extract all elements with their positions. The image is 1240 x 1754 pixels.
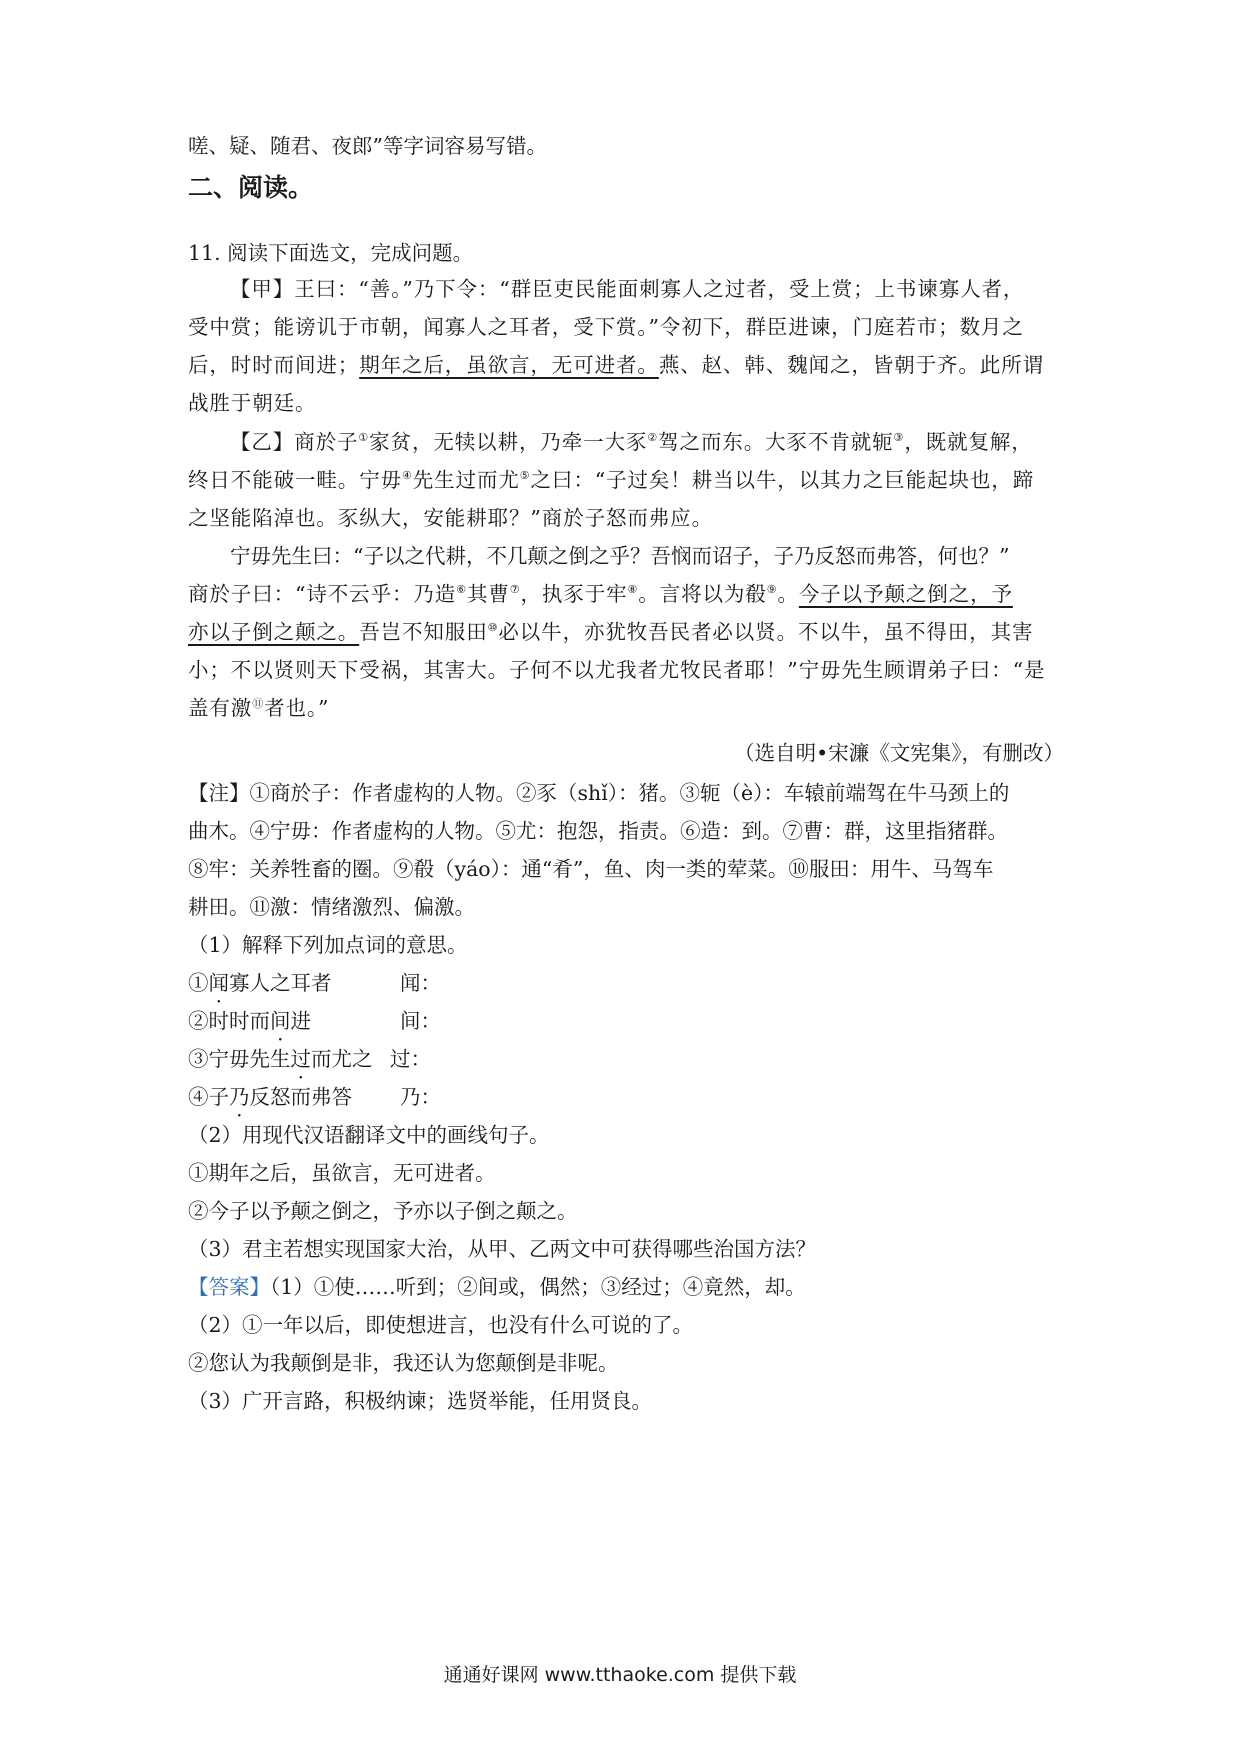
sub-question: （3）君主若想实现国家大治，从甲、乙两文中可获得哪些治国方法？: [188, 1237, 817, 1261]
text-span: 者也。”: [264, 696, 330, 720]
passage-jia-line: 【甲】王曰：“善。”乃下令：“群臣吏民能面刺寡人之过者，受上赏；上书谏寡人者，: [230, 277, 1025, 301]
passage-jia-line: 受中赏；能谤讥于市朝，闻寡人之耳者，受下赏。”令初下，群臣进谏，门庭若市；数月之: [188, 315, 1024, 339]
footnote-mark: ③: [893, 431, 905, 444]
passage-yi-line: [188, 617, 1033, 647]
sub-question: （1）解释下列加点词的意思。: [188, 933, 468, 957]
text-span: ，既就复解，: [904, 430, 1033, 454]
footnote-mark: ⑪: [252, 697, 265, 710]
answer-label: 【答案】: [188, 1275, 270, 1299]
underlined-sentence: 期年之后，虽欲言，无可进者。: [359, 353, 659, 377]
text-span: 吾岂不知服田: [359, 620, 488, 644]
text-span: 之曰：“子过矣！耕当以牛，以其力之巨能起块也，蹄: [530, 468, 1035, 492]
underlined-sentence: 亦以子倒之颠之。: [188, 620, 360, 644]
word-item: [188, 1044, 373, 1074]
text-line: 嗟、疑、随君、夜郎”等字词容易写错。: [188, 134, 547, 158]
text-span: 驾之而东。大豕不肯就轭: [658, 430, 894, 454]
text-span: 。言将以为殽: [638, 582, 767, 606]
answer-line: （2）①一年以后，即使想进言，也没有什么可说的了。: [188, 1313, 694, 1337]
text-span: 燕、赵、韩、魏闻之，皆朝于齐。此所谓: [658, 353, 1045, 377]
text-span: 【乙】商於子: [230, 430, 359, 454]
text-span: 必以牛，亦犹牧吾民者必以贤。不以牛，虽不得田，其害: [498, 620, 1034, 644]
word-item: [188, 968, 332, 998]
dotted-word: 闻: [208, 971, 229, 995]
translation-item: ②今子以予颠之倒之，予亦以子倒之颠之。: [188, 1199, 578, 1223]
underlined-sentence: 今子以予颠之倒之，予: [798, 582, 1013, 606]
page-footer: 通通好课网 www.tthaoke.com 提供下载: [443, 1664, 797, 1686]
footnote-mark: ⑤: [519, 469, 531, 482]
dotted-word: 间: [270, 1009, 291, 1033]
answer-line: （3）广开言路，积极纳谏；选贤举能，任用贤良。: [188, 1389, 653, 1413]
text-span: 反怒而弗答: [249, 1085, 352, 1109]
footnote-mark: ①: [358, 431, 370, 444]
note-line: 【注】①商於子：作者虚构的人物。②豕（shǐ）：猪。③轭（è）：车辕前端驾在牛马颈上的: [188, 781, 1010, 805]
text-span: 。: [777, 582, 799, 606]
passage-yi-line: [230, 427, 1033, 457]
passage-yi-line: [188, 579, 1013, 609]
passage-jia-line: 战胜于朝廷。: [188, 391, 317, 415]
text-span: 后，时时而间进；: [188, 353, 360, 377]
word-item: [188, 1082, 352, 1112]
text-span: 盖有激: [188, 696, 253, 720]
text-span: ，执豕于牢: [520, 582, 628, 606]
footnote-mark: ⑩: [487, 621, 499, 634]
text-span: ④子: [188, 1085, 229, 1109]
translation-item: ①期年之后，虽欲言，无可进者。: [188, 1161, 496, 1185]
word-answer-label: 乃：: [400, 1085, 441, 1109]
answer-line: ②您认为我颠倒是非，我还认为您颠倒是非呢。: [188, 1351, 619, 1375]
passage-yi-line: [188, 693, 329, 723]
text-span: 其曹: [466, 582, 510, 606]
passage-yi-line: 宁毋先生曰：“子以之代耕，不几颠之倒之乎？吾悯而诏子，子乃反怒而弗答，何也？”: [230, 544, 1010, 568]
word-answer-label: 过：: [390, 1047, 431, 1071]
text-span: ①: [188, 971, 209, 995]
word-item: [188, 1006, 311, 1036]
text-span: 先生过而尤: [412, 468, 520, 492]
text-span: ②时时而: [188, 1009, 270, 1033]
text-span: 商於子曰：“诗不云乎：乃造: [188, 582, 457, 606]
text-span: 家贫，无犊以耕，乃牵一大豕: [369, 430, 648, 454]
note-line: ⑧牢：关养牲畜的圈。⑨殽（yáo）：通“肴”，鱼、肉一类的荤菜。⑩服田：用牛、马驾车: [188, 857, 994, 881]
word-answer-label: 闻：: [400, 971, 441, 995]
sub-question: （2）用现代汉语翻译文中的画线句子。: [188, 1123, 550, 1147]
text-span: （1）①使……听到；②间或，偶然；③经过；④竟然，却。: [270, 1275, 806, 1299]
source-citation: （选自明•宋濂《文宪集》，有删改）: [734, 741, 1064, 765]
footnote-mark: ⑦: [509, 583, 521, 596]
word-answer-label: 间：: [400, 1009, 441, 1033]
note-line: 耕田。⑪激：情绪激烈、偏激。: [188, 895, 475, 919]
text-span: 终日不能破一畦。宁毋: [188, 468, 402, 492]
question-title: 11. 阅读下面选文，完成问题。: [188, 241, 474, 265]
text-span: ③宁毋先生: [188, 1047, 291, 1071]
passage-yi-line: 小；不以贤则天下受祸，其害大。子何不以尤我者尤牧民者耶！”宁毋先生顾谓弟子曰：“是: [188, 658, 1046, 682]
passage-yi-line: 之坚能陷淖也。豕纵大，安能耕耶？”商於子怒而弗应。: [188, 506, 713, 530]
dotted-word: 乃: [229, 1085, 250, 1109]
text-span: 寡人之耳者: [229, 971, 332, 995]
text-span: 而尤之: [311, 1047, 373, 1071]
footnote-mark: ⑧: [627, 583, 639, 596]
note-line: 曲木。④宁毋：作者虚构的人物。⑤尤：抱怨，指责。⑥造：到。⑦曹：群，这里指猪群。: [188, 819, 1008, 843]
passage-jia-line: [188, 350, 1044, 380]
dotted-word: 过: [290, 1047, 311, 1071]
footnote-mark: ⑥: [456, 583, 467, 596]
footnote-mark: ②: [647, 431, 659, 444]
answer-line: [188, 1272, 806, 1302]
footnote-mark: ⑨: [766, 583, 778, 596]
passage-yi-line: [188, 465, 1034, 495]
footnote-mark: ④: [402, 469, 413, 482]
text-span: 进: [290, 1009, 311, 1033]
section-heading: 二、阅读。: [188, 173, 314, 202]
